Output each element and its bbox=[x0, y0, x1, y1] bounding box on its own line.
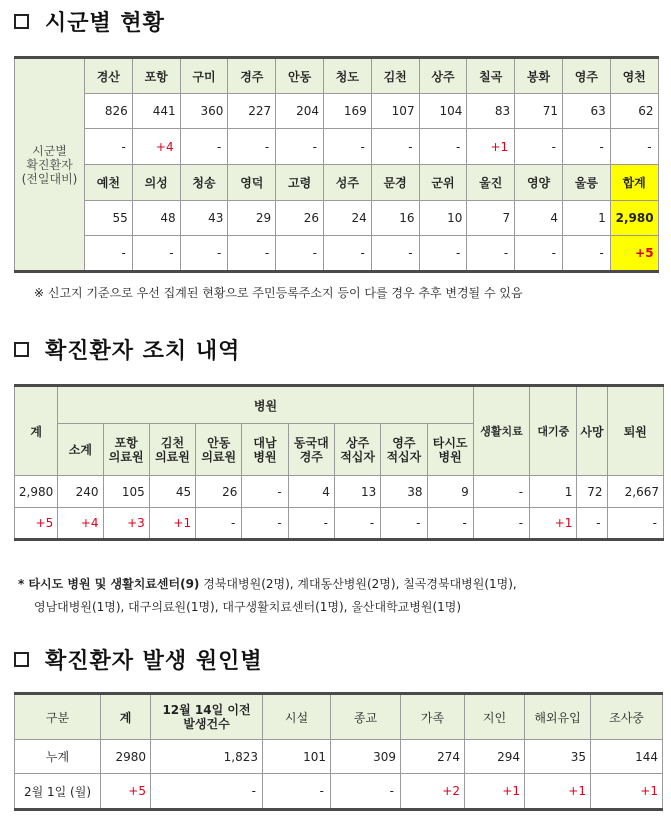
city-change: - bbox=[276, 129, 324, 165]
measure-value: 45 bbox=[149, 476, 195, 508]
discharge-header: 퇴원 bbox=[607, 386, 663, 476]
measure-value: 4 bbox=[288, 476, 334, 508]
header-line: 적십자 bbox=[340, 449, 375, 464]
city-count: 71 bbox=[515, 94, 563, 129]
city-row-top bbox=[15, 58, 659, 94]
hospital-gimcheon-header bbox=[149, 424, 195, 476]
city-name: 봉화 bbox=[515, 58, 563, 94]
city-count: 104 bbox=[419, 94, 467, 129]
life-treatment-header: 생활치료 bbox=[473, 386, 529, 476]
city-change: - bbox=[515, 236, 563, 272]
measure-change: - bbox=[381, 508, 427, 540]
city-change: - bbox=[276, 236, 324, 272]
section2-heading bbox=[14, 334, 240, 364]
total-change: +5 bbox=[610, 236, 658, 272]
header-line: 동국대 bbox=[293, 435, 329, 450]
city-name: 청도 bbox=[323, 58, 371, 94]
city-change: - bbox=[419, 129, 467, 165]
measure-value: 38 bbox=[381, 476, 427, 508]
section3-title: 확진환자 발생 원인별 bbox=[45, 648, 263, 674]
total-header: 합계 bbox=[610, 165, 658, 201]
section2-title: 확진환자 조치 내역 bbox=[45, 338, 241, 364]
city-count: 169 bbox=[323, 94, 371, 129]
measure-change: - bbox=[288, 508, 334, 540]
hospital-yeongju-header bbox=[381, 424, 427, 476]
city-name: 예천 bbox=[85, 165, 133, 201]
measure-value: 72 bbox=[577, 476, 607, 508]
cause-change: +2 bbox=[401, 774, 465, 810]
cause-value: 2980 bbox=[101, 740, 151, 774]
cause-value: 309 bbox=[331, 740, 401, 774]
measure-change: - bbox=[577, 508, 607, 540]
city-change: - bbox=[132, 236, 180, 272]
hospital-daenam-header bbox=[242, 424, 288, 476]
city-change-row-bottom bbox=[15, 236, 659, 272]
measure-value: 105 bbox=[103, 476, 149, 508]
measure-value: - bbox=[242, 476, 288, 508]
cause-change: - bbox=[151, 774, 263, 810]
header-line: 대남 bbox=[253, 435, 277, 450]
measure-value: 9 bbox=[427, 476, 473, 508]
cause-value: 294 bbox=[465, 740, 525, 774]
city-name: 포항 bbox=[132, 58, 180, 94]
section1-title: 시군별 현황 bbox=[45, 10, 165, 36]
city-count: 63 bbox=[562, 94, 610, 129]
row-label-line: 확진환자 bbox=[26, 157, 73, 172]
measure-change: - bbox=[607, 508, 663, 540]
city-count: 227 bbox=[228, 94, 276, 129]
cause-change: +1 bbox=[525, 774, 591, 810]
city-count: 24 bbox=[323, 201, 371, 236]
city-change: - bbox=[228, 236, 276, 272]
measures-header-row-1 bbox=[15, 386, 664, 424]
cause-value: 35 bbox=[525, 740, 591, 774]
city-name: 문경 bbox=[371, 165, 419, 201]
city-change: - bbox=[85, 129, 133, 165]
total-header: 계 bbox=[101, 694, 151, 740]
city-name: 청송 bbox=[180, 165, 228, 201]
measure-change: +3 bbox=[103, 508, 149, 540]
row-label-line: (전일대비) bbox=[21, 171, 78, 186]
checkbox-square-icon bbox=[14, 652, 29, 667]
measure-change: - bbox=[473, 508, 529, 540]
city-change: +1 bbox=[467, 129, 515, 165]
measure-change: - bbox=[427, 508, 473, 540]
cause-value: 101 bbox=[263, 740, 331, 774]
city-count: 7 bbox=[467, 201, 515, 236]
cumulative-row bbox=[15, 740, 663, 774]
section2-note-line1 bbox=[18, 575, 517, 592]
measure-change: - bbox=[334, 508, 380, 540]
city-name: 고령 bbox=[276, 165, 324, 201]
header-line: 김천 bbox=[160, 435, 185, 450]
city-count: 29 bbox=[228, 201, 276, 236]
facility-header: 시설 bbox=[263, 694, 331, 740]
city-count: 826 bbox=[85, 94, 133, 129]
city-count: 62 bbox=[610, 94, 658, 129]
hospital-header: 병원 bbox=[58, 386, 474, 424]
city-change: - bbox=[228, 129, 276, 165]
total-header: 계 bbox=[15, 386, 58, 476]
city-count: 43 bbox=[180, 201, 228, 236]
subtotal-header: 소계 bbox=[58, 424, 103, 476]
cause-header-row bbox=[15, 694, 663, 740]
city-name: 성주 bbox=[323, 165, 371, 201]
measure-value: 1 bbox=[530, 476, 577, 508]
checkbox-square-icon bbox=[14, 14, 29, 29]
city-change: - bbox=[180, 236, 228, 272]
waiting-header: 대기중 bbox=[530, 386, 577, 476]
cause-change: - bbox=[263, 774, 331, 810]
city-count: 360 bbox=[180, 94, 228, 129]
investigating-header: 조사중 bbox=[591, 694, 663, 740]
family-header: 가족 bbox=[401, 694, 465, 740]
header-line: 발생건수 bbox=[183, 717, 230, 731]
section2-note-bold: * 타시도 병원 및 생활치료센터(9) bbox=[18, 577, 200, 591]
before-dec14-header bbox=[151, 694, 263, 740]
city-name: 영덕 bbox=[228, 165, 276, 201]
city-count: 204 bbox=[276, 94, 324, 129]
city-change: - bbox=[562, 236, 610, 272]
city-change: - bbox=[323, 129, 371, 165]
header-line: 포항 bbox=[114, 435, 138, 450]
section3-heading bbox=[14, 644, 263, 674]
hospital-other-header bbox=[427, 424, 473, 476]
measure-change: +5 bbox=[15, 508, 58, 540]
measure-change: - bbox=[196, 508, 242, 540]
cause-value: 1,823 bbox=[151, 740, 263, 774]
measure-value: 26 bbox=[196, 476, 242, 508]
header-line: 타시도 bbox=[432, 435, 468, 450]
city-change: - bbox=[515, 129, 563, 165]
city-count: 107 bbox=[371, 94, 419, 129]
header-line: 상주 bbox=[345, 435, 370, 450]
measure-value: 2,980 bbox=[15, 476, 58, 508]
city-change: - bbox=[180, 129, 228, 165]
row-label: 2월 1일 (월) bbox=[15, 774, 101, 810]
city-row-bottom bbox=[15, 165, 659, 201]
section2-note-line2: 영남대병원(1명), 대구의료원(1명), 대구생활치료센터(1명), 울산대학교병원(1명) bbox=[34, 600, 462, 614]
city-name: 칠곡 bbox=[467, 58, 515, 94]
header-line: 의료원 bbox=[201, 449, 237, 464]
city-count-row-top bbox=[15, 94, 659, 129]
checkbox-square-icon bbox=[14, 342, 29, 357]
city-count: 55 bbox=[85, 201, 133, 236]
city-count: 4 bbox=[515, 201, 563, 236]
city-name: 울릉 bbox=[562, 165, 610, 201]
measure-change: +1 bbox=[149, 508, 195, 540]
city-change: - bbox=[371, 129, 419, 165]
cause-change: +1 bbox=[465, 774, 525, 810]
total-count: 2,980 bbox=[610, 201, 658, 236]
measure-change: +4 bbox=[58, 508, 103, 540]
city-count: 1 bbox=[562, 201, 610, 236]
acquaintance-header: 지인 bbox=[465, 694, 525, 740]
measures-count-row bbox=[15, 476, 664, 508]
city-change-row-top bbox=[15, 129, 659, 165]
infection-cause-table bbox=[14, 692, 663, 811]
city-name: 안동 bbox=[276, 58, 324, 94]
cause-change: - bbox=[331, 774, 401, 810]
measure-change: +1 bbox=[530, 508, 577, 540]
city-count: 10 bbox=[419, 201, 467, 236]
header-line: 병원 bbox=[438, 449, 462, 464]
city-change: - bbox=[610, 129, 658, 165]
header-line: 의료원 bbox=[108, 449, 144, 464]
city-name: 의성 bbox=[132, 165, 180, 201]
city-name: 김천 bbox=[371, 58, 419, 94]
city-change: +4 bbox=[132, 129, 180, 165]
city-change: - bbox=[419, 236, 467, 272]
city-name: 영천 bbox=[610, 58, 658, 94]
city-name: 경주 bbox=[228, 58, 276, 94]
measure-value: - bbox=[473, 476, 529, 508]
city-status-table bbox=[14, 56, 659, 273]
header-line: 병원 bbox=[253, 449, 277, 464]
cause-value: 144 bbox=[591, 740, 663, 774]
hospital-sangju-header bbox=[334, 424, 380, 476]
hospital-andong-header bbox=[196, 424, 242, 476]
row-label-line: 시군별 bbox=[32, 143, 67, 158]
measure-value: 240 bbox=[58, 476, 103, 508]
section1-heading bbox=[14, 6, 165, 36]
city-count: 441 bbox=[132, 94, 180, 129]
city-count: 83 bbox=[467, 94, 515, 129]
city-name: 구미 bbox=[180, 58, 228, 94]
city-change: - bbox=[371, 236, 419, 272]
measure-value: 13 bbox=[334, 476, 380, 508]
header-line: 12월 14일 이전 bbox=[162, 703, 251, 717]
city-name: 경산 bbox=[85, 58, 133, 94]
hospital-dongguk-header bbox=[288, 424, 334, 476]
city-name: 군위 bbox=[419, 165, 467, 201]
city-name: 영주 bbox=[562, 58, 610, 94]
row-label bbox=[15, 58, 85, 272]
measure-change: - bbox=[242, 508, 288, 540]
cause-value: 274 bbox=[401, 740, 465, 774]
city-change: - bbox=[85, 236, 133, 272]
cause-change: +1 bbox=[591, 774, 663, 810]
header-line: 적십자 bbox=[386, 449, 422, 464]
hospital-pohang-header bbox=[103, 424, 149, 476]
section1-note: ※ 신고지 기준으로 우선 집계된 현황으로 주민등록주소지 등이 다를 경우 추후 변경될 수 있음 bbox=[34, 286, 523, 300]
patient-measures-table bbox=[14, 384, 664, 541]
header-line: 경주 bbox=[299, 449, 323, 464]
city-name: 영양 bbox=[515, 165, 563, 201]
measure-value: 2,667 bbox=[607, 476, 663, 508]
city-name: 울진 bbox=[467, 165, 515, 201]
header-line: 의료원 bbox=[155, 449, 190, 464]
city-count: 16 bbox=[371, 201, 419, 236]
death-header: 사망 bbox=[577, 386, 607, 476]
city-count: 48 bbox=[132, 201, 180, 236]
city-change: - bbox=[562, 129, 610, 165]
city-change: - bbox=[323, 236, 371, 272]
header-line: 영주 bbox=[392, 435, 416, 450]
cause-change: +5 bbox=[101, 774, 151, 810]
religion-header: 종교 bbox=[331, 694, 401, 740]
measures-change-row bbox=[15, 508, 664, 540]
row-label: 누계 bbox=[15, 740, 101, 774]
section2-note-rest: 경북대병원(2명), 계대동산병원(2명), 칠곡경북대병원(1명), bbox=[203, 577, 517, 591]
overseas-header: 해외유입 bbox=[525, 694, 591, 740]
header-line: 안동 bbox=[207, 435, 231, 450]
city-name: 상주 bbox=[419, 58, 467, 94]
category-header: 구분 bbox=[15, 694, 101, 740]
city-count: 26 bbox=[276, 201, 324, 236]
city-count-row-bottom bbox=[15, 201, 659, 236]
daily-row bbox=[15, 774, 663, 810]
city-change: - bbox=[467, 236, 515, 272]
